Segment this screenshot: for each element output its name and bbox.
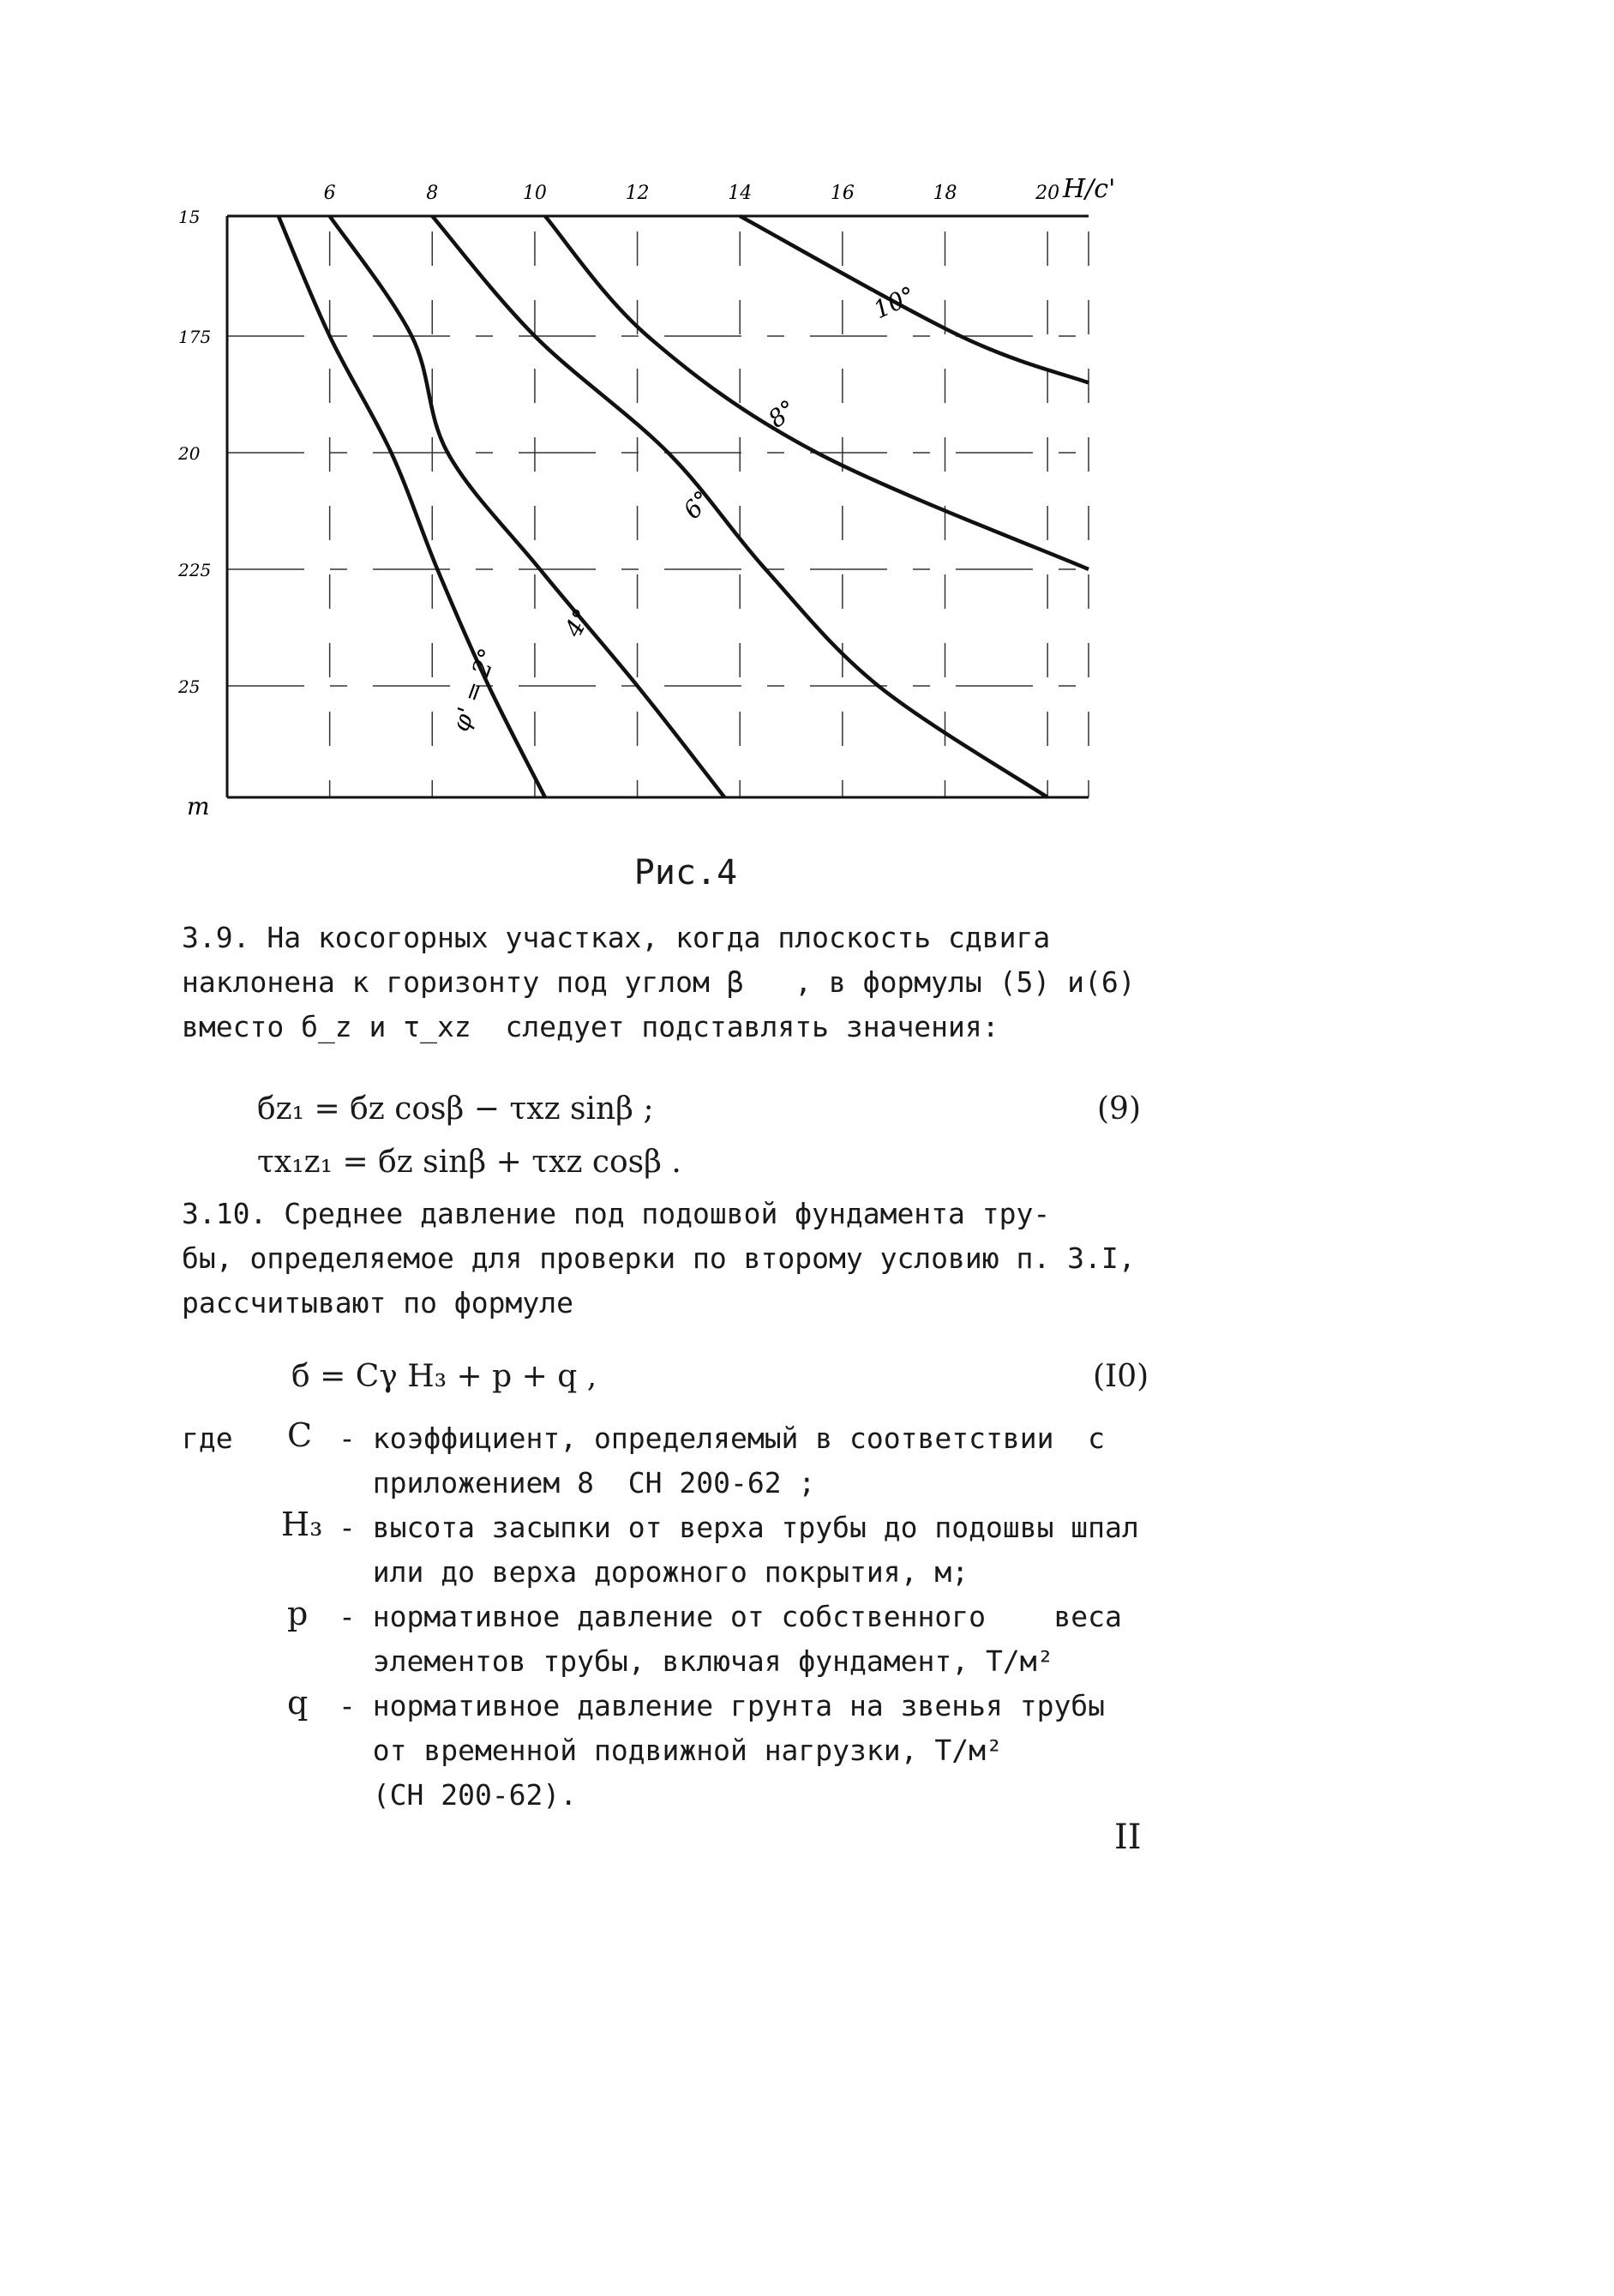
curve-label-4: 8° [762, 394, 802, 434]
curve-4 [545, 216, 1089, 569]
where-word: где [182, 1421, 233, 1455]
definition-q-line-1: - нормативное давление грунта на звенья трубы [339, 1689, 1106, 1722]
y-axis-label: m [187, 792, 210, 820]
definition-q-line-2: от временной подвижной нагрузки, Т/м² [339, 1734, 1003, 1767]
formula-9-line-1: бz₁ = бz cosβ − τxz sinβ ; [257, 1091, 654, 1127]
curve-labels [447, 280, 920, 735]
formula-9-number: (9) [1097, 1091, 1141, 1127]
section-3-10-line-2: бы, определяемое для проверки по второму условию п. 3.I, [182, 1241, 1136, 1275]
x-tick-8: 8 [426, 183, 439, 204]
y-tick-25: 25 [178, 676, 201, 697]
definition-symbol-h3: H₃ [281, 1506, 323, 1543]
x-tick-18: 18 [933, 183, 957, 204]
definition-symbol-p: p [287, 1595, 309, 1632]
page-number: II [1114, 1818, 1142, 1857]
curve-label-1: φ' = 2° [446, 644, 502, 736]
figure-caption: Рис.4 [633, 853, 738, 893]
x-tick-12: 12 [625, 183, 650, 204]
y-tick-labels [177, 207, 211, 697]
x-tick-labels [324, 183, 1060, 204]
definition-symbol-c: C [287, 1416, 313, 1454]
section-3-10-line-3: рассчитывают по формуле [182, 1286, 573, 1319]
definition-c-line-2: приложением 8 СН 200-62 ; [339, 1466, 816, 1500]
nomogram-chart [0, 0, 1614, 857]
section-3-9-line-2: наклонена к горизонту под углом β , в формулы (5) и(6) [182, 965, 1136, 999]
definition-p-line-1: - нормативное давление от собственного веса [339, 1600, 1122, 1633]
definition-symbol-q: q [287, 1684, 309, 1722]
y-tick-15: 15 [178, 207, 201, 227]
formula-10: б = Cγ H₃ + p + q , [291, 1359, 597, 1394]
y-tick-175: 175 [178, 327, 212, 347]
definition-c-line-1: - коэффициент, определяемый в соответствии с [339, 1421, 1106, 1455]
curve-label-3: 6° [677, 484, 717, 525]
definition-q-line-3: (СН 200-62). [339, 1778, 578, 1812]
formula-9-line-2: τx₁z₁ = бz sinβ + τxz cosβ . [257, 1145, 681, 1180]
x-tick-16: 16 [830, 183, 855, 204]
y-tick-20: 20 [178, 443, 201, 464]
curve-label-5: 10° [869, 280, 920, 325]
x-tick-6: 6 [323, 183, 336, 204]
definition-p-line-2: элементов трубы, включая фундамент, Т/м² [339, 1644, 1054, 1678]
curve-label-2: 4° [559, 604, 597, 642]
definition-h3-line-1: - высота засыпки от верха трубы до подошвы шпал [339, 1511, 1139, 1544]
curve-2 [330, 216, 725, 797]
x-tick-20: 20 [1035, 183, 1060, 204]
formula-10-number: (I0) [1093, 1359, 1149, 1394]
section-3-9-line-1: 3.9. На косогорных участках, когда плоскость сдвига [182, 921, 1051, 954]
x-axis-label: H/c' [1063, 174, 1116, 204]
section-3-9-line-3: вместо б_z и τ_xz следует подставлять значения: [182, 1010, 999, 1043]
section-3-10-line-1: 3.10. Среднее давление под подошвой фундамента тру- [182, 1197, 1051, 1230]
x-tick-10: 10 [522, 183, 547, 204]
definition-h3-line-2: или до верха дорожного покрытия, м; [339, 1555, 969, 1589]
y-tick-225: 225 [178, 560, 212, 580]
x-tick-14: 14 [728, 183, 753, 204]
